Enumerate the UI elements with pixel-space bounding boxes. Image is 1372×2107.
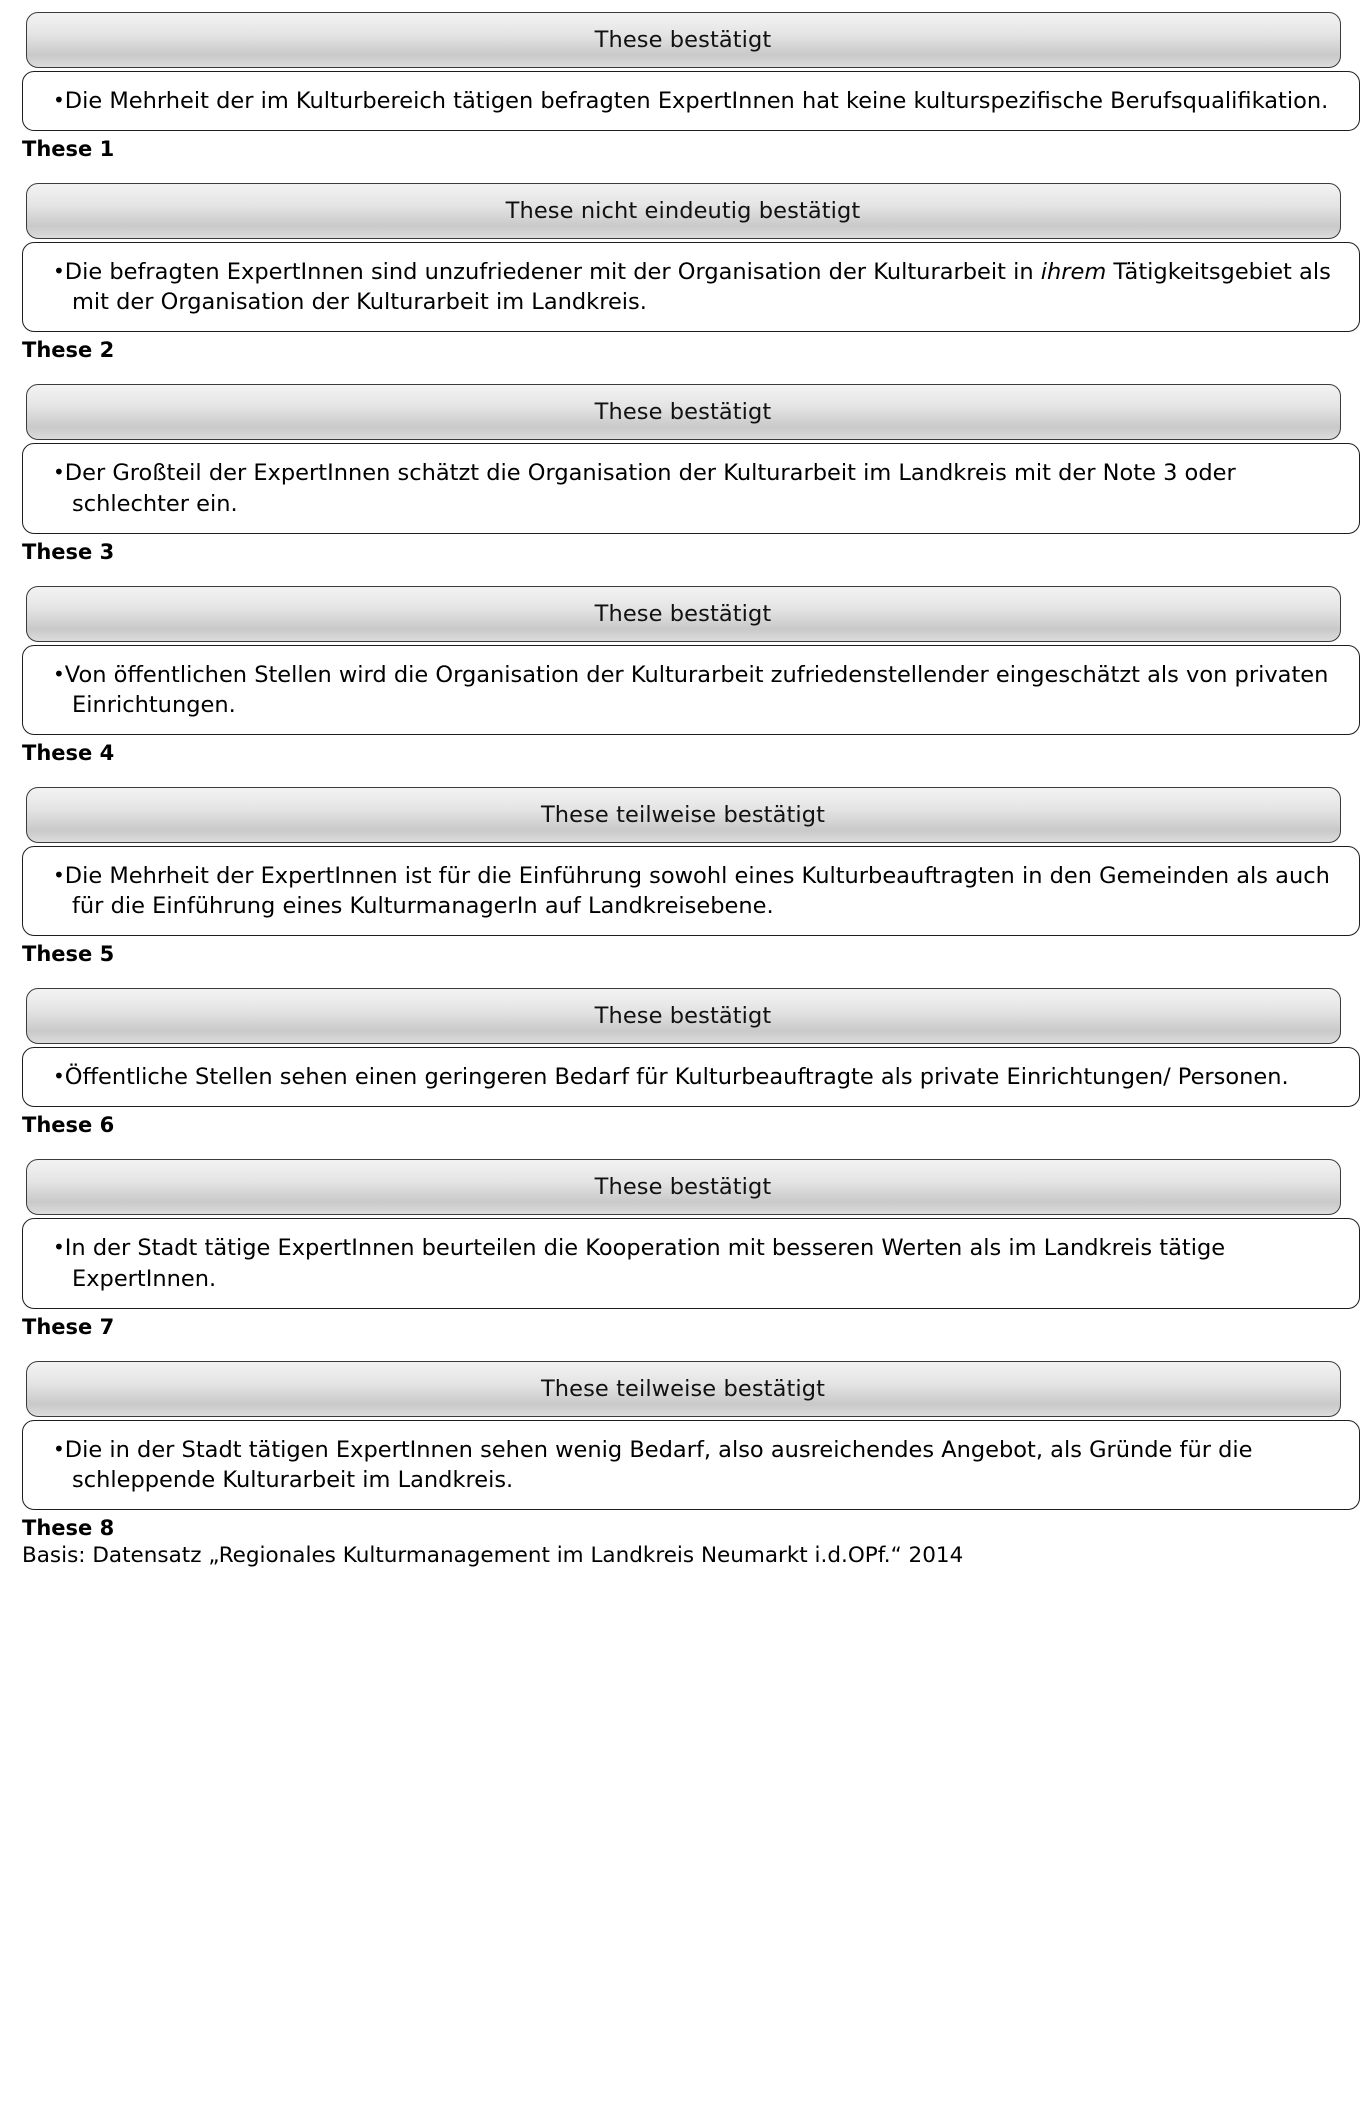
status-badge-1 bbox=[26, 12, 1341, 68]
thesis-statement-3 bbox=[53, 458, 1337, 518]
thesis-caption-4: These 4 bbox=[22, 740, 115, 765]
thesis-statement-7 bbox=[53, 1233, 1337, 1293]
thesis-caption-3: These 3 bbox=[22, 539, 115, 564]
status-label-5: These teilweise bestätigt bbox=[540, 801, 826, 828]
thesis-caption-8: These 8 bbox=[22, 1515, 115, 1540]
thesis-statement-text-8: Die in der Stadt tätigen ExpertInnen sehen wenig Bedarf, also ausreichendes Angebot, als Gründe für die schleppende Kulturarbeit im Landkreis. bbox=[64, 1436, 1253, 1493]
thesis-block-2 bbox=[22, 183, 1344, 362]
thesis-text-box-4 bbox=[22, 645, 1360, 735]
thesis-text-box-8 bbox=[22, 1420, 1360, 1510]
status-label-3: These bestätigt bbox=[594, 399, 772, 426]
bullet-icon: • bbox=[53, 1064, 65, 1089]
thesis-statement-1 bbox=[53, 86, 1337, 116]
thesis-text-box-7 bbox=[22, 1218, 1360, 1308]
thesis-caption-1: These 1 bbox=[22, 137, 115, 162]
thesis-statement-6 bbox=[53, 1062, 1337, 1092]
thesis-text-box-1 bbox=[22, 71, 1360, 131]
thesis-statement-text-2a: Die befragten ExpertInnen sind unzufriedener mit der Organisation der Kulturarbeit in bbox=[64, 259, 1041, 286]
thesis-block-5 bbox=[22, 787, 1344, 966]
thesis-statement-8 bbox=[53, 1435, 1337, 1495]
bullet-icon: • bbox=[53, 259, 65, 284]
status-label-2: These nicht eindeutig bestätigt bbox=[505, 198, 861, 225]
thesis-caption-5: These 5 bbox=[22, 942, 115, 967]
bullet-icon: • bbox=[53, 661, 65, 686]
status-badge-6 bbox=[26, 988, 1341, 1044]
bullet-icon: • bbox=[53, 88, 65, 112]
thesis-block-4 bbox=[22, 586, 1344, 765]
thesis-statement-text-2b: Tätigkeitsgebiet als mit der Organisation der Kulturarbeit im Landkreis. bbox=[72, 259, 1331, 316]
status-label-4: These bestätigt bbox=[594, 600, 772, 627]
bullet-icon: • bbox=[53, 1235, 65, 1260]
status-badge-2 bbox=[26, 183, 1341, 239]
status-badge-5 bbox=[26, 787, 1341, 843]
thesis-statement-2 bbox=[53, 257, 1337, 317]
bullet-icon: • bbox=[53, 1436, 65, 1461]
thesis-statement-text-1: Die Mehrheit der im Kulturbereich tätigen befragten ExpertInnen hat keine kulturspezifische Berufsqualifikation. bbox=[64, 88, 1329, 114]
thesis-statement-text-6: Öffentliche Stellen sehen einen geringeren Bedarf für Kulturbeauftragte als private Einrichtungen/ Personen. bbox=[64, 1064, 1289, 1091]
thesis-caption-6: These 6 bbox=[22, 1113, 115, 1138]
thesis-block-7 bbox=[22, 1159, 1344, 1338]
thesis-statement-emphasis-2: ihrem bbox=[1040, 259, 1107, 286]
thesis-text-box-3 bbox=[22, 443, 1360, 533]
thesis-statement-4 bbox=[53, 660, 1337, 720]
thesis-caption-2: These 2 bbox=[22, 338, 115, 363]
thesis-block-6 bbox=[22, 988, 1344, 1137]
bullet-icon: • bbox=[53, 460, 65, 485]
thesis-block-3 bbox=[22, 384, 1344, 563]
status-badge-4 bbox=[26, 586, 1341, 642]
thesis-text-box-6 bbox=[22, 1047, 1360, 1107]
thesis-statement-text-4: Von öffentlichen Stellen wird die Organisation der Kulturarbeit zufriedenstellender eingeschätzt als von privaten Einrichtungen. bbox=[64, 661, 1329, 718]
thesis-caption-7: These 7 bbox=[22, 1314, 115, 1339]
status-badge-7 bbox=[26, 1159, 1341, 1215]
status-badge-8 bbox=[26, 1361, 1341, 1417]
status-label-7: These bestätigt bbox=[594, 1174, 772, 1201]
status-badge-3 bbox=[26, 384, 1341, 440]
thesis-block-8 bbox=[22, 1361, 1344, 1570]
bullet-icon: • bbox=[53, 862, 65, 887]
thesis-statement-text-7: In der Stadt tätige ExpertInnen beurteilen die Kooperation mit besseren Werten als im Landkreis tätige ExpertInnen. bbox=[64, 1235, 1226, 1292]
status-label-1: These bestätigt bbox=[594, 27, 772, 53]
thesis-block-1 bbox=[22, 12, 1344, 161]
thesis-statement-text-5: Die Mehrheit der ExpertInnen ist für die Einführung sowohl eines Kulturbeauftragten in den Gemeinden als auch für die Einführung eines KulturmanagerIn auf Landkreisebene. bbox=[64, 862, 1330, 920]
thesis-text-box-2 bbox=[22, 242, 1360, 332]
thesis-statement-5 bbox=[53, 861, 1337, 921]
source-note: Basis: Datensatz „Regionales Kulturmanagement im Landkreis Neumarkt i.d.OPf.“ 2014 bbox=[22, 1542, 964, 1568]
status-label-6: These bestätigt bbox=[594, 1003, 772, 1030]
thesis-text-box-5 bbox=[22, 846, 1360, 936]
thesis-statement-text-3: Der Großteil der ExpertInnen schätzt die Organisation der Kulturarbeit im Landkreis mit der Note 3 oder schlechter ein. bbox=[64, 460, 1236, 517]
status-label-8: These teilweise bestätigt bbox=[540, 1375, 826, 1402]
